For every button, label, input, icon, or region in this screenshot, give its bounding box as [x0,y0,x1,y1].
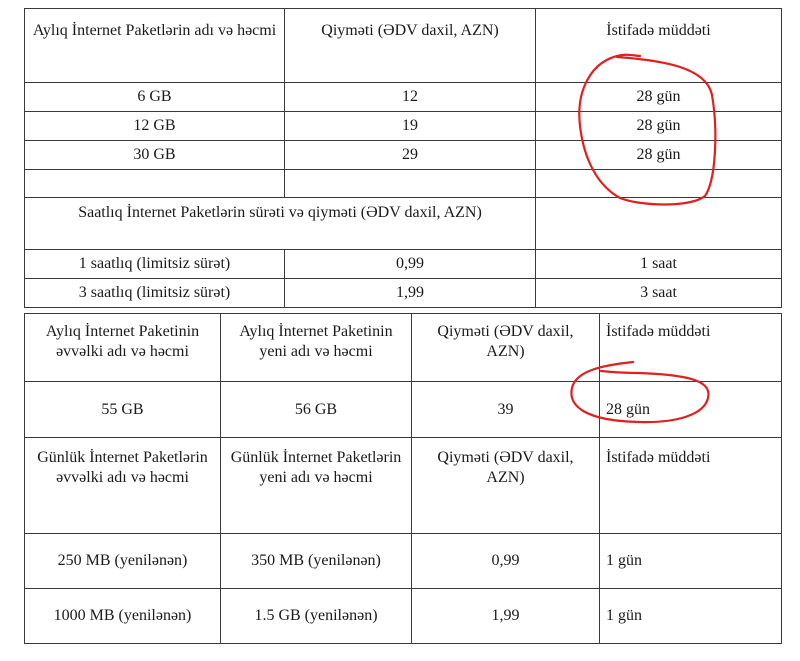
package-duration: 28 gün [536,83,782,112]
header-new-name: Günlük İnternet Paketlərin yeni adı və həcmi [221,438,412,534]
header-old-name: Günlük İnternet Paketlərin əvvəlki adı və həcmi [25,438,221,534]
old-name: 1000 MB (yenilənən) [25,589,221,644]
hourly-name: 3 saatlıq (limitsiz sürət) [25,279,285,308]
price: 1,99 [412,589,600,644]
hourly-header-row [25,198,782,250]
header-package-name: Aylıq İnternet Paketlərin adı və həcmi [25,9,285,83]
monthly-packages-table [24,8,782,308]
hourly-price: 0,99 [285,250,536,279]
renamed-packages-table [24,313,782,644]
old-name: 55 GB [25,382,221,438]
duration: 28 gün [600,382,782,438]
empty-cell [285,170,536,198]
duration: 1 gün [600,534,782,589]
header-old-name: Aylıq İnternet Paketinin əvvəlki adı və həcmi [25,314,221,382]
header-new-name: Aylıq İnternet Paketinin yeni adı və həcmi [221,314,412,382]
hourly-name: 1 saatlıq (limitsiz sürət) [25,250,285,279]
new-name: 1.5 GB (yenilənən) [221,589,412,644]
table-row [25,83,782,112]
table-row [25,382,782,438]
new-name: 56 GB [221,382,412,438]
table-row [25,589,782,644]
table-row [25,534,782,589]
package-price: 19 [285,112,536,141]
package-name: 12 GB [25,112,285,141]
price: 0,99 [412,534,600,589]
hourly-header: Saatlıq İnternet Paketlərin sürəti və qiyməti (ƏDV daxil, AZN) [25,198,536,250]
table-row [25,141,782,170]
table-row [25,112,782,141]
empty-cell [25,170,285,198]
header-price: Qiyməti (ƏDV daxil, AZN) [285,9,536,83]
duration: 1 gün [600,589,782,644]
old-name: 250 MB (yenilənən) [25,534,221,589]
package-name: 6 GB [25,83,285,112]
header-duration: İstifadə müddəti [600,438,782,534]
header-price: Qiyməti (ƏDV daxil, AZN) [412,314,600,382]
empty-cell [536,198,782,250]
package-duration: 28 gün [536,112,782,141]
header-price: Qiyməti (ƏDV daxil, AZN) [412,438,600,534]
daily-header-row [25,438,782,534]
table-row [25,250,782,279]
table-header-row [25,9,782,83]
monthly-header-row [25,314,782,382]
empty-row [25,170,782,198]
table-row [25,279,782,308]
hourly-price: 1,99 [285,279,536,308]
hourly-duration: 1 saat [536,250,782,279]
header-duration: İstifadə müddəti [536,9,782,83]
package-duration: 28 gün [536,141,782,170]
package-name: 30 GB [25,141,285,170]
package-price: 12 [285,83,536,112]
new-name: 350 MB (yenilənən) [221,534,412,589]
hourly-duration: 3 saat [536,279,782,308]
package-price: 29 [285,141,536,170]
empty-cell [536,170,782,198]
header-duration: İstifadə müddəti [600,314,782,382]
price: 39 [412,382,600,438]
